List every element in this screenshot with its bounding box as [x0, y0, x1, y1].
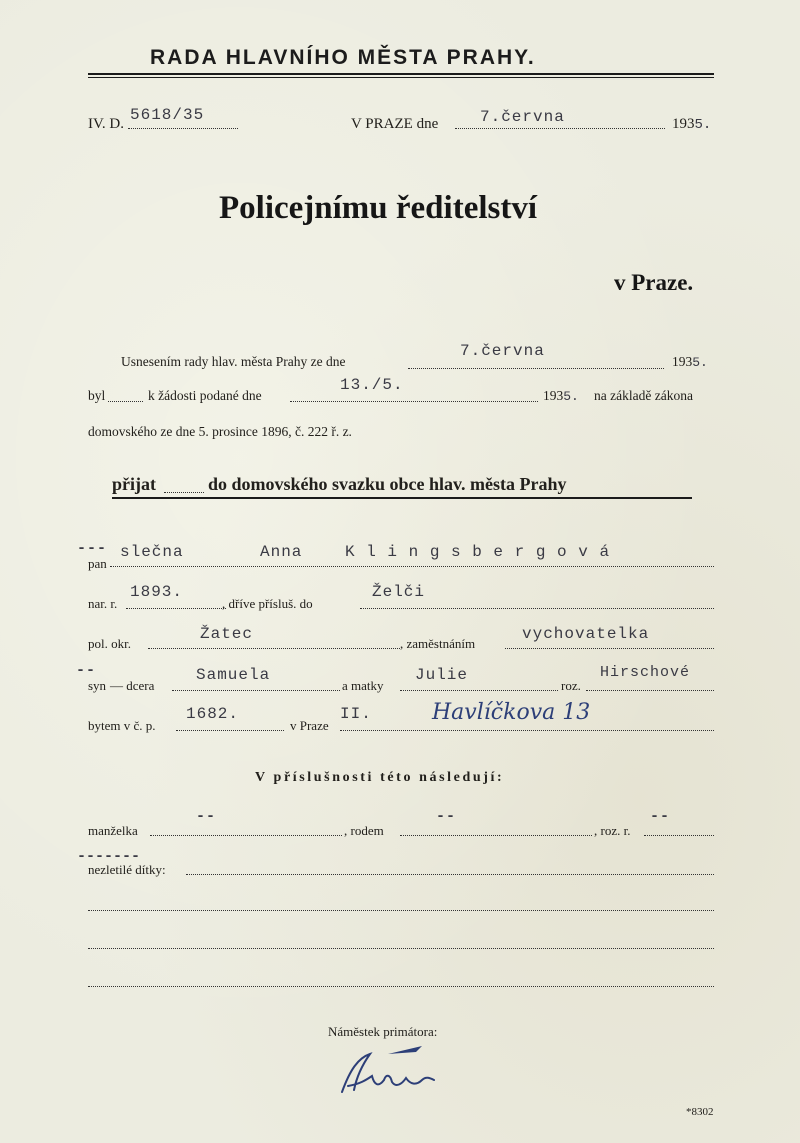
- spouse-label: manželka: [88, 823, 138, 838]
- reference-number: 5618/35: [130, 106, 205, 124]
- accepted-word: přijat: [112, 474, 156, 494]
- prague-district: II.: [340, 705, 372, 723]
- law-reference: domovského ze dne 5. prosince 1896, č. 222 ř. z.: [88, 424, 352, 439]
- request-year-typed: 5.: [563, 389, 579, 404]
- residence-label: bytem v č. p.: [88, 718, 156, 733]
- employment-label: , zaměstnáním: [400, 636, 476, 651]
- pan-dots: [110, 566, 714, 567]
- request-label: k žádosti podané dne: [148, 388, 262, 403]
- accepted-dots: [164, 492, 204, 493]
- addressee-title: Policejnímu ředitelství: [219, 190, 538, 226]
- accepted-underline: [112, 497, 692, 499]
- resolution-label: Usnesením rady hlav. města Prahy ze dne: [121, 354, 346, 369]
- reference-dots: [128, 128, 238, 129]
- employment-value: vychovatelka: [522, 625, 650, 643]
- resolution-year-typed: 5.: [692, 355, 708, 370]
- pan-label: pan: [88, 556, 107, 571]
- request-year: [543, 388, 579, 404]
- spouse-year-strike: --: [650, 808, 671, 825]
- born-label: nar. r.: [88, 596, 118, 611]
- district-value: Žatec: [200, 625, 254, 643]
- children-strike: -------: [77, 848, 141, 865]
- header-year-printed: 193: [672, 116, 695, 132]
- children-dots-4: [88, 986, 714, 987]
- status-word: byl: [88, 388, 106, 403]
- born-year: 1893.: [130, 583, 184, 601]
- birth-dots: [400, 835, 592, 836]
- resolution-year: [672, 354, 708, 370]
- roz-label: roz.: [561, 678, 581, 693]
- signature-label: Náměstek primátora:: [328, 1024, 438, 1039]
- prague-label: v Praze: [290, 718, 329, 733]
- header-rule-bottom: [88, 77, 714, 78]
- status-dots: [108, 401, 143, 402]
- resolution-date-dots: [408, 368, 664, 369]
- father-name: Samuela: [196, 666, 271, 684]
- accepted-text: do domovského svazku obce hlav. města Prahy: [208, 474, 567, 494]
- dependents-heading: V příslušnosti této následují:: [255, 770, 505, 785]
- resolution-date: 7.června: [460, 342, 545, 360]
- person-first-name: Anna: [260, 543, 303, 561]
- born-dots: [126, 608, 226, 609]
- person-surname: K l i n g s b e r g o v á: [345, 543, 611, 561]
- street-dots: [340, 730, 714, 731]
- form-number: *8302: [686, 1106, 714, 1118]
- district-label: pol. okr.: [88, 636, 131, 651]
- header-rule-top: [88, 73, 714, 75]
- district-dots: [148, 648, 400, 649]
- employment-dots: [505, 648, 714, 649]
- mother-dots: [400, 690, 558, 691]
- header-date: 7.června: [480, 108, 565, 126]
- person-title: slečna: [120, 543, 184, 561]
- formerly-dots: [360, 608, 714, 609]
- signature-mark: [330, 1040, 450, 1100]
- children-dots-2: [88, 910, 714, 911]
- maiden-dots: [586, 690, 714, 691]
- request-year-printed: 193: [543, 388, 564, 403]
- syn-strike: --: [76, 662, 97, 679]
- dcera-label: — dcera: [110, 678, 155, 693]
- street-address: Havlíčkova 13: [432, 700, 591, 725]
- pan-strike: ---: [77, 540, 108, 557]
- spouse-year-dots: [644, 835, 714, 836]
- children-dots-3: [88, 948, 714, 949]
- mother-label: a matky: [342, 678, 384, 693]
- addressee-city: v Praze.: [614, 270, 694, 295]
- formerly-value: Želči: [372, 583, 426, 601]
- request-date: 13./5.: [340, 376, 404, 394]
- accepted-line: [112, 474, 156, 495]
- law-label: na základě zákona: [594, 388, 693, 403]
- spouse-dots: [150, 835, 342, 836]
- council-heading: RADA HLAVNÍHO MĚSTA PRAHY.: [150, 46, 536, 69]
- father-dots: [172, 690, 340, 691]
- header-year-typed: 5.: [694, 117, 712, 133]
- spouse-year-label: , roz. r.: [594, 823, 631, 838]
- mother-name: Julie: [415, 666, 469, 684]
- birth-label: , rodem: [344, 823, 384, 838]
- mother-maiden-name: Hirschové: [600, 664, 691, 681]
- spouse-strike: --: [196, 808, 217, 825]
- header-year: [672, 116, 711, 133]
- children-dots-1: [186, 874, 714, 875]
- children-label: nezletilé dítky:: [88, 862, 166, 877]
- header-date-dots: [455, 128, 665, 129]
- resolution-year-printed: 193: [672, 354, 693, 369]
- house-number: 1682.: [186, 705, 240, 723]
- birth-strike: --: [436, 808, 457, 825]
- place-date-label: V PRAZE dne: [351, 116, 439, 132]
- house-dots: [176, 730, 284, 731]
- reference-prefix: IV. D.: [88, 116, 124, 132]
- syn-label: syn: [88, 678, 107, 693]
- formerly-label: , dříve přísluš. do: [222, 596, 313, 611]
- request-date-dots: [290, 401, 538, 402]
